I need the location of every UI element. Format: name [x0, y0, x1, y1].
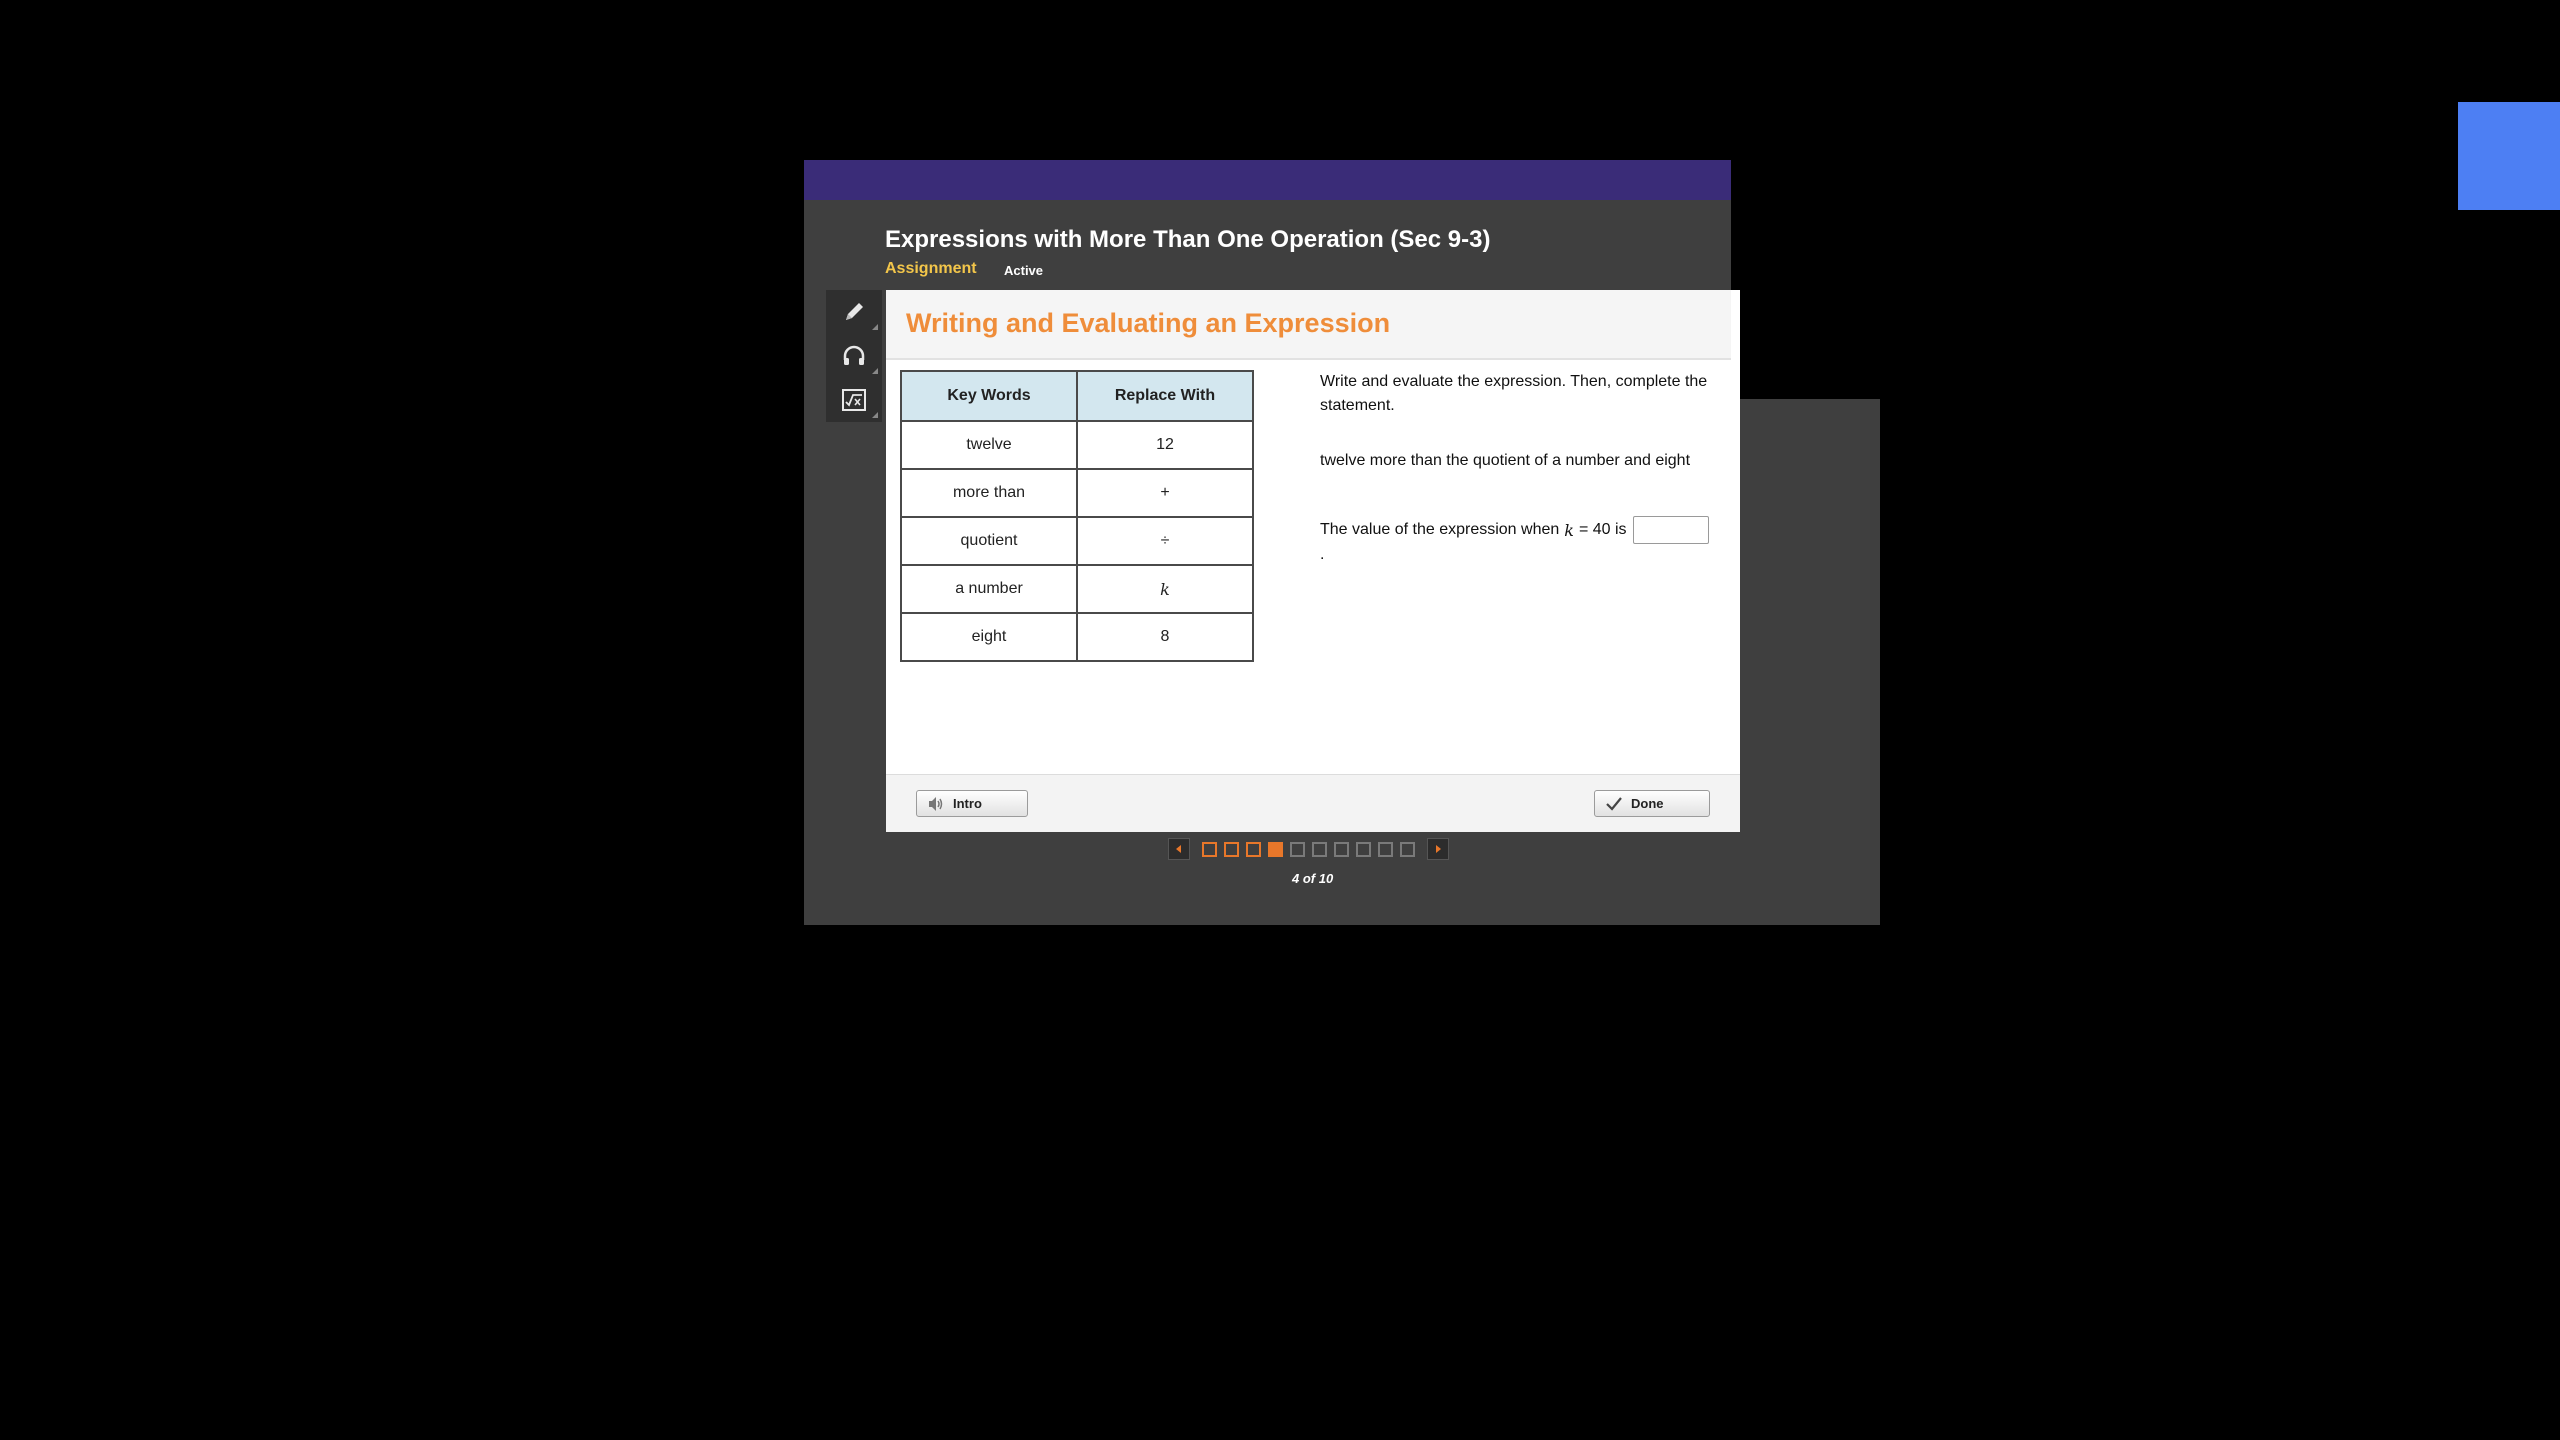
statement-text: The value of the expression when: [1320, 521, 1560, 538]
key-word-cell: twelve: [901, 421, 1077, 469]
intro-label: Intro: [953, 796, 982, 811]
pencil-tool-button[interactable]: [826, 290, 882, 334]
verbal-phrase: twelve more than the quotient of a number and eight: [1320, 452, 1691, 469]
top-bar: [804, 160, 1731, 200]
arrow-left-icon: [1174, 844, 1184, 854]
page-indicator-9[interactable]: [1378, 842, 1393, 857]
key-word-cell: quotient: [901, 517, 1077, 565]
lesson-card: [886, 290, 1740, 831]
key-word-cell: a number: [901, 565, 1077, 613]
page-indicator-2[interactable]: [1224, 842, 1239, 857]
lesson-footer: [886, 774, 1740, 832]
arrow-right-icon: [1433, 844, 1443, 854]
table-row: [901, 469, 1253, 517]
statement-period: .: [1320, 546, 1325, 563]
page-indicator-5[interactable]: [1290, 842, 1305, 857]
pager-count: 4 of 10: [1292, 871, 1334, 886]
overlay-region: [1731, 160, 1880, 399]
calculator-icon: [840, 386, 868, 414]
assignment-label: Assignment: [885, 260, 977, 277]
statement-text: = 40 is: [1578, 521, 1627, 538]
page-indicator-10[interactable]: [1400, 842, 1415, 857]
question-instruction: Write and evaluate the expression. Then, complete the statement.: [1320, 373, 1708, 414]
page-indicators: [1202, 842, 1422, 857]
page-title: Expressions with More Than One Operation (Sec 9-3): [885, 226, 1491, 253]
assignment-window: [804, 160, 1880, 925]
tool-expand-indicator: [872, 368, 878, 374]
tool-expand-indicator: [872, 412, 878, 418]
table-row: [901, 421, 1253, 469]
key-word-cell: eight: [901, 613, 1077, 661]
page-indicator-3[interactable]: [1246, 842, 1261, 857]
done-button[interactable]: [1594, 790, 1710, 817]
headphones-icon: [840, 342, 868, 370]
page-indicator-7[interactable]: [1334, 842, 1349, 857]
replacement-cell: +: [1077, 469, 1253, 517]
page-indicator-6[interactable]: [1312, 842, 1327, 857]
tool-panel: [826, 290, 882, 422]
table-row: [901, 613, 1253, 661]
column-header: Replace With: [1077, 371, 1253, 421]
pencil-icon: [840, 298, 868, 326]
lesson-title: Writing and Evaluating an Expression: [906, 308, 1391, 338]
math-tool-button[interactable]: [826, 378, 882, 422]
replacement-cell: ÷: [1077, 517, 1253, 565]
speaker-icon: [927, 795, 945, 813]
page-indicator-8[interactable]: [1356, 842, 1371, 857]
key-word-cell: more than: [901, 469, 1077, 517]
replacement-cell: 12: [1077, 421, 1253, 469]
previous-question-button[interactable]: [1168, 838, 1190, 860]
replacement-cell: k: [1077, 565, 1253, 613]
key-words-table: [900, 370, 1254, 662]
page-indicator-1[interactable]: [1202, 842, 1217, 857]
status-label: Active: [1004, 263, 1044, 278]
replacement-cell: 8: [1077, 613, 1253, 661]
lesson-header: [886, 290, 1731, 360]
answer-input[interactable]: [1633, 516, 1709, 544]
question-pager: [1168, 838, 1449, 860]
checkmark-icon: [1605, 795, 1623, 813]
column-header: Key Words: [901, 371, 1077, 421]
audio-tool-button[interactable]: [826, 334, 882, 378]
tool-expand-indicator: [872, 324, 878, 330]
intro-button[interactable]: [916, 790, 1028, 817]
page-indicator-4[interactable]: [1268, 842, 1283, 857]
done-label: Done: [1631, 796, 1664, 811]
answer-statement: [1320, 516, 1709, 544]
table-row: [901, 517, 1253, 565]
variable-symbol: k: [1564, 520, 1574, 540]
corner-blue-square: [2458, 102, 2560, 210]
next-question-button[interactable]: [1427, 838, 1449, 860]
table-header-row: [901, 371, 1253, 421]
table-row: [901, 565, 1253, 613]
